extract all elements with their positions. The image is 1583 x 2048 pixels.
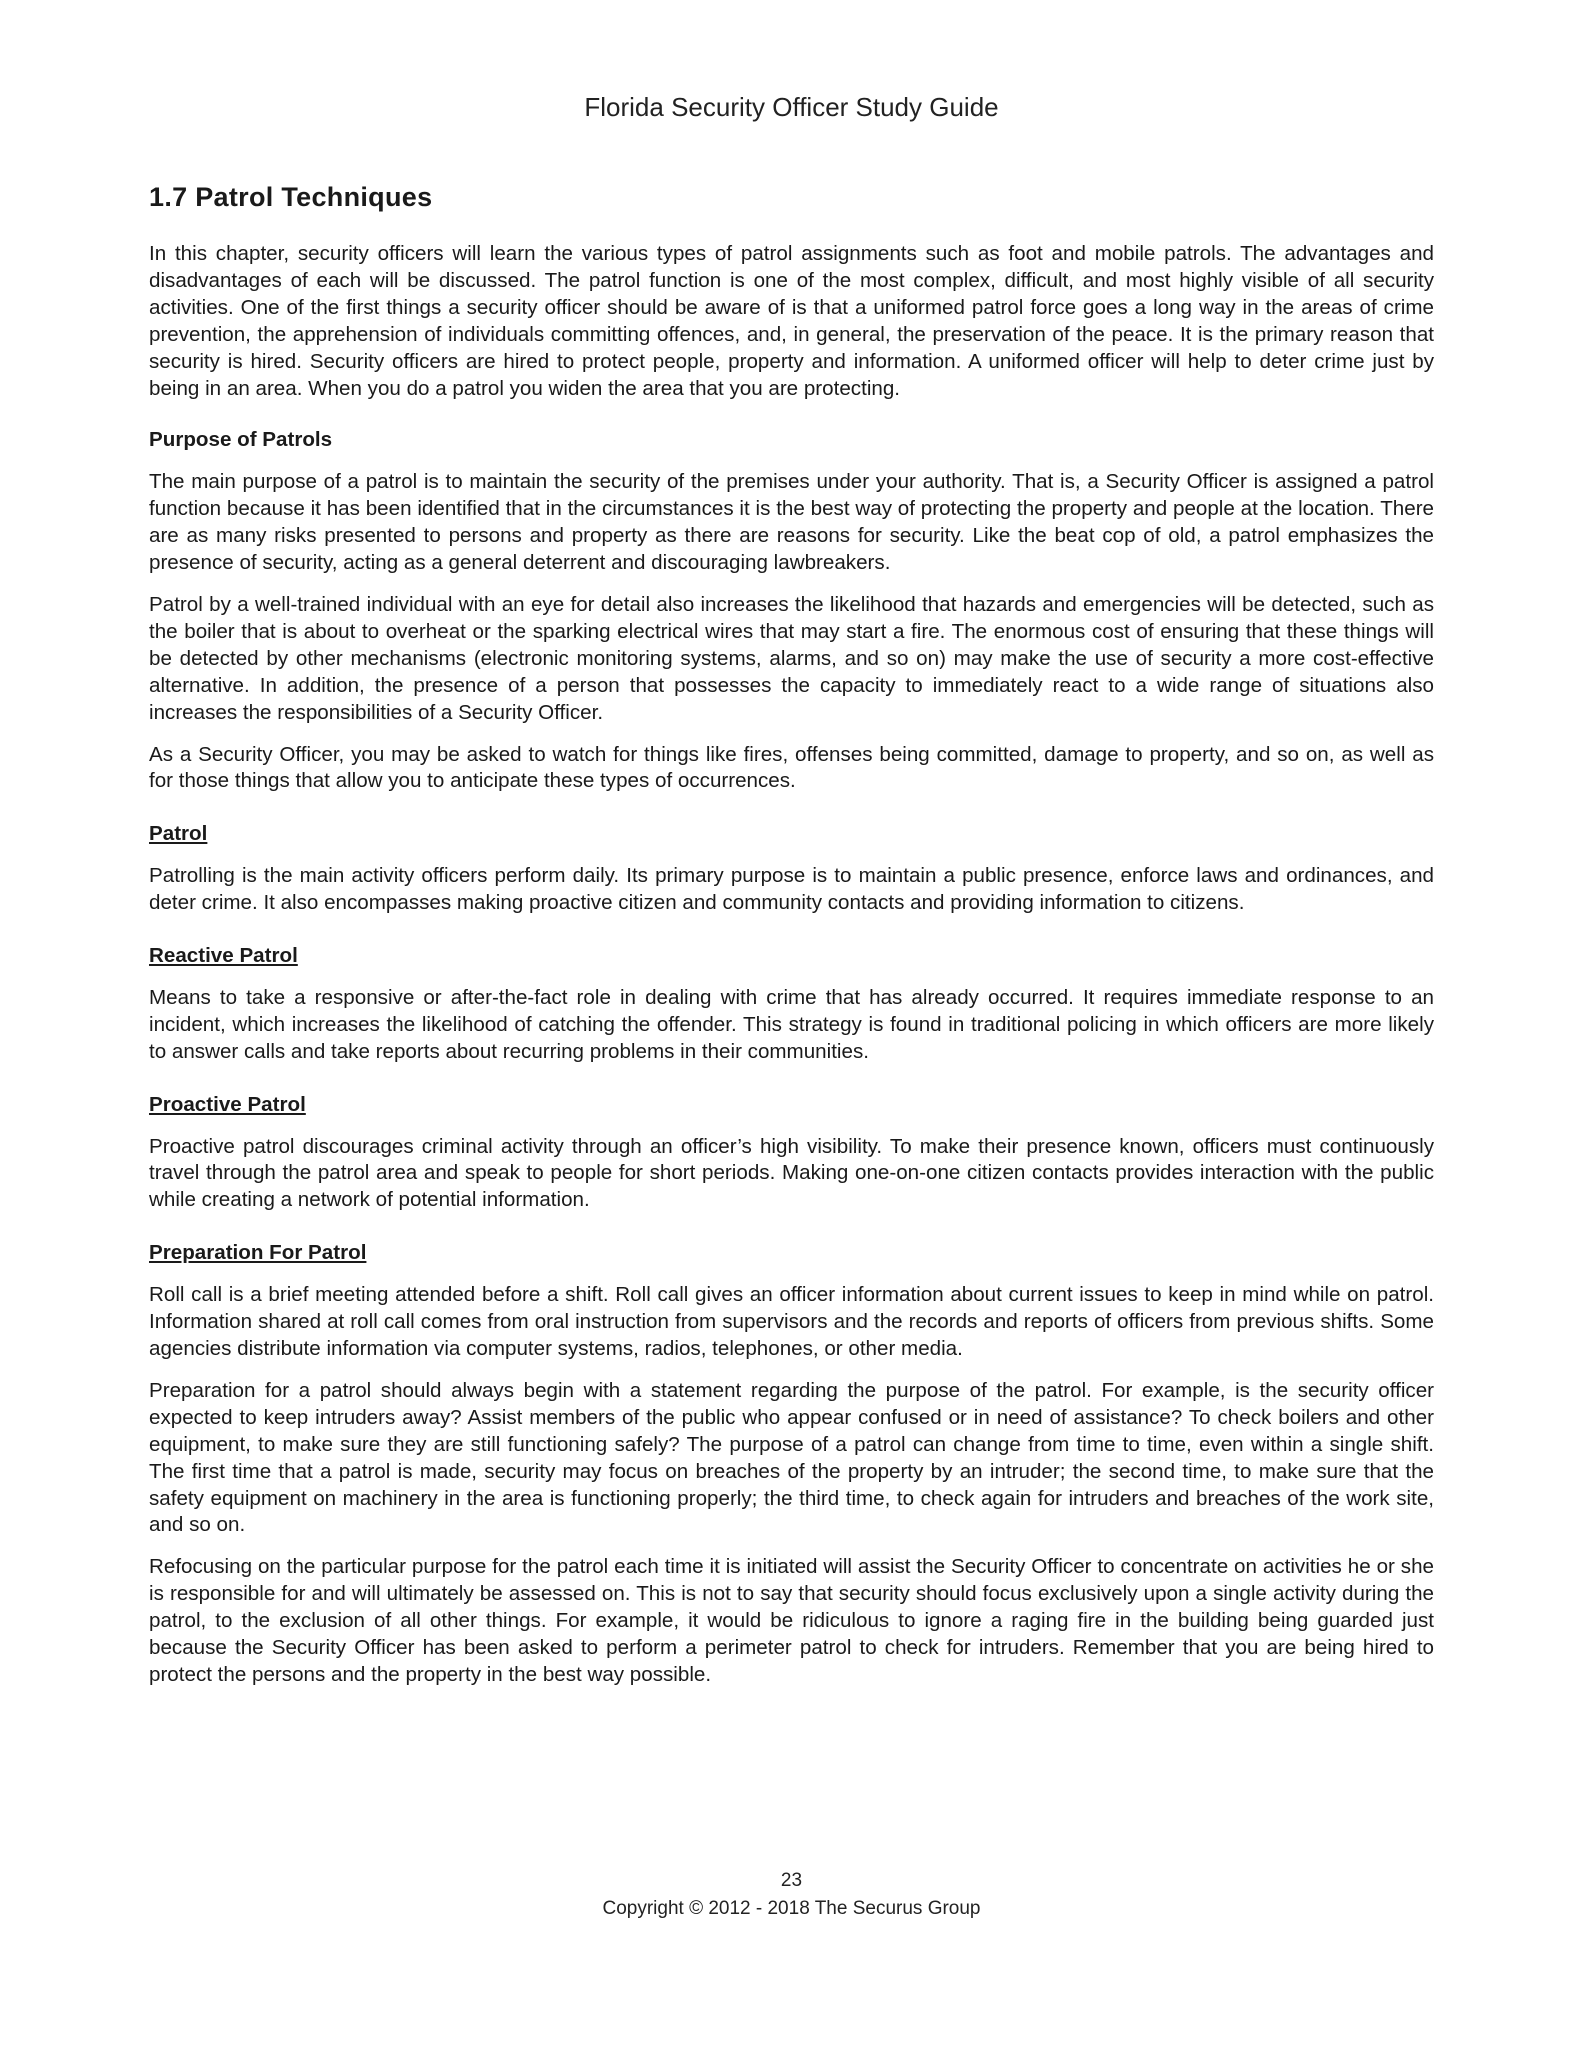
- chapter-title: 1.7 Patrol Techniques: [149, 182, 433, 212]
- section-heading-reactive-patrol: Reactive Patrol: [149, 944, 298, 968]
- paragraph: Patrolling is the main activity officers perform daily. Its primary purpose is to maintain a public presence, enforce laws and ordinances, and deter crime. It also encompasses making proactive citizen and community contacts and providing information to citizens.: [149, 864, 1434, 915]
- paragraph: Patrol by a well-trained individual with an eye for detail also increases the likelihood that hazards and emergencies will be detected, such as the boiler that is about to overheat or the sparking electrical wires that may start a fire. The enormous cost of ensuring that these things will be detected by other mechanisms (electronic monitoring systems, alarms, and so on) may make the use of security a more cost-effective alternative. In addition, the presence of a person that possesses the capacity to immediately react to a wide range of situations also increases the responsibilities of a Security Officer.: [149, 592, 1434, 724]
- section-heading-patrol: Patrol: [149, 822, 208, 846]
- copyright-notice: Copyright © 2012 - 2018 The Securus Group: [602, 1898, 981, 1919]
- paragraph: Proactive patrol discourages criminal activity through an officer’s high visibility. To make their presence known, officers must continuously travel through the patrol area and speak to people for short periods. Making one-on-one citizen contacts provides interaction with the public while creating a network of potential information.: [149, 1134, 1434, 1212]
- section-heading-preparation-for-patrol: Preparation For Patrol: [149, 1241, 367, 1265]
- page-number: 23: [780, 1870, 803, 1891]
- paragraph: The main purpose of a patrol is to maintain the security of the premises under your authority. That is, a Security Officer is assigned a patrol function because it has been identified that in the circumstances it is the best way of protecting the property and people at the location. There are as many risks presented to persons and property as there are reasons for security. Like the beat cop of old, a patrol emphasizes the presence of security, acting as a general deterrent and discouraging lawbreakers.: [149, 470, 1434, 575]
- paragraph: Roll call is a brief meeting attended before a shift. Roll call gives an officer information about current issues to keep in mind while on patrol. Information shared at roll call comes from oral instruction from supervisors and the records and reports of officers from previous shifts. Some agencies distribute information via computer systems, radios, telephones, or other media.: [149, 1283, 1434, 1360]
- paragraph: Refocusing on the particular purpose for the patrol each time it is initiated will assist the Security Officer to concentrate on activities he or she is responsible for and will ultimately be assessed on. This is not to say that security should focus exclusively upon a single activity during the patrol, to the exclusion of all other things. For example, it would be ridiculous to ignore a raging fire in the building being guarded just because the Security Officer has been asked to perform a perimeter patrol to check for intruders. Remember that you are being hired to protect the persons and the property in the best way possible.: [149, 1555, 1434, 1686]
- section-heading-proactive-patrol: Proactive Patrol: [149, 1092, 306, 1116]
- running-header: Florida Security Officer Study Guide: [584, 92, 999, 122]
- paragraph: Means to take a responsive or after-the-fact role in dealing with crime that has already occurred. It requires immediate response to an incident, which increases the likelihood of catching the offender. This strategy is found in traditional policing in which officers are more likely to answer calls and take reports about recurring problems in their communities.: [149, 985, 1434, 1063]
- paragraph: Preparation for a patrol should always begin with a statement regarding the purpose of the patrol. For example, is the security officer expected to keep intruders away? Assist members of the public who appear confused or in need of assistance? To check boilers and other equipment, to make sure they are still functioning safely? The purpose of a patrol can change from time to time, even within a single shift. The first time that a patrol is made, security may focus on breaches of the property by an intruder; the second time, to make sure that the safety equipment on machinery in the area is functioning properly; the third time, to check again for intruders and breaches of the work site, and so on.: [149, 1378, 1434, 1537]
- page-content: [149, 182, 1434, 1704]
- section-heading-purpose: Purpose of Patrols: [149, 428, 333, 452]
- paragraph: As a Security Officer, you may be asked to watch for things like fires, offenses being committed, damage to property, and so on, as well as for those things that allow you to anticipate these types of occurrences.: [149, 742, 1434, 793]
- chapter-intro-paragraph: In this chapter, security officers will learn the various types of patrol assignments such as foot and mobile patrols. The advantages and disadvantages of each will be discussed. The patrol function is one of the most complex, difficult, and most highly visible of all security activities. One of the first things a security officer should be aware of is that a uniformed patrol force goes a long way in the areas of crime prevention, the apprehension of individuals committing offences, and, in general, the preservation of the peace. It is the primary reason that security is hired. Security officers are hired to protect people, property and information. A uniformed officer will help to deter crime just by being in an area. When you do a patrol you widen the area that you are protecting.: [149, 242, 1434, 400]
